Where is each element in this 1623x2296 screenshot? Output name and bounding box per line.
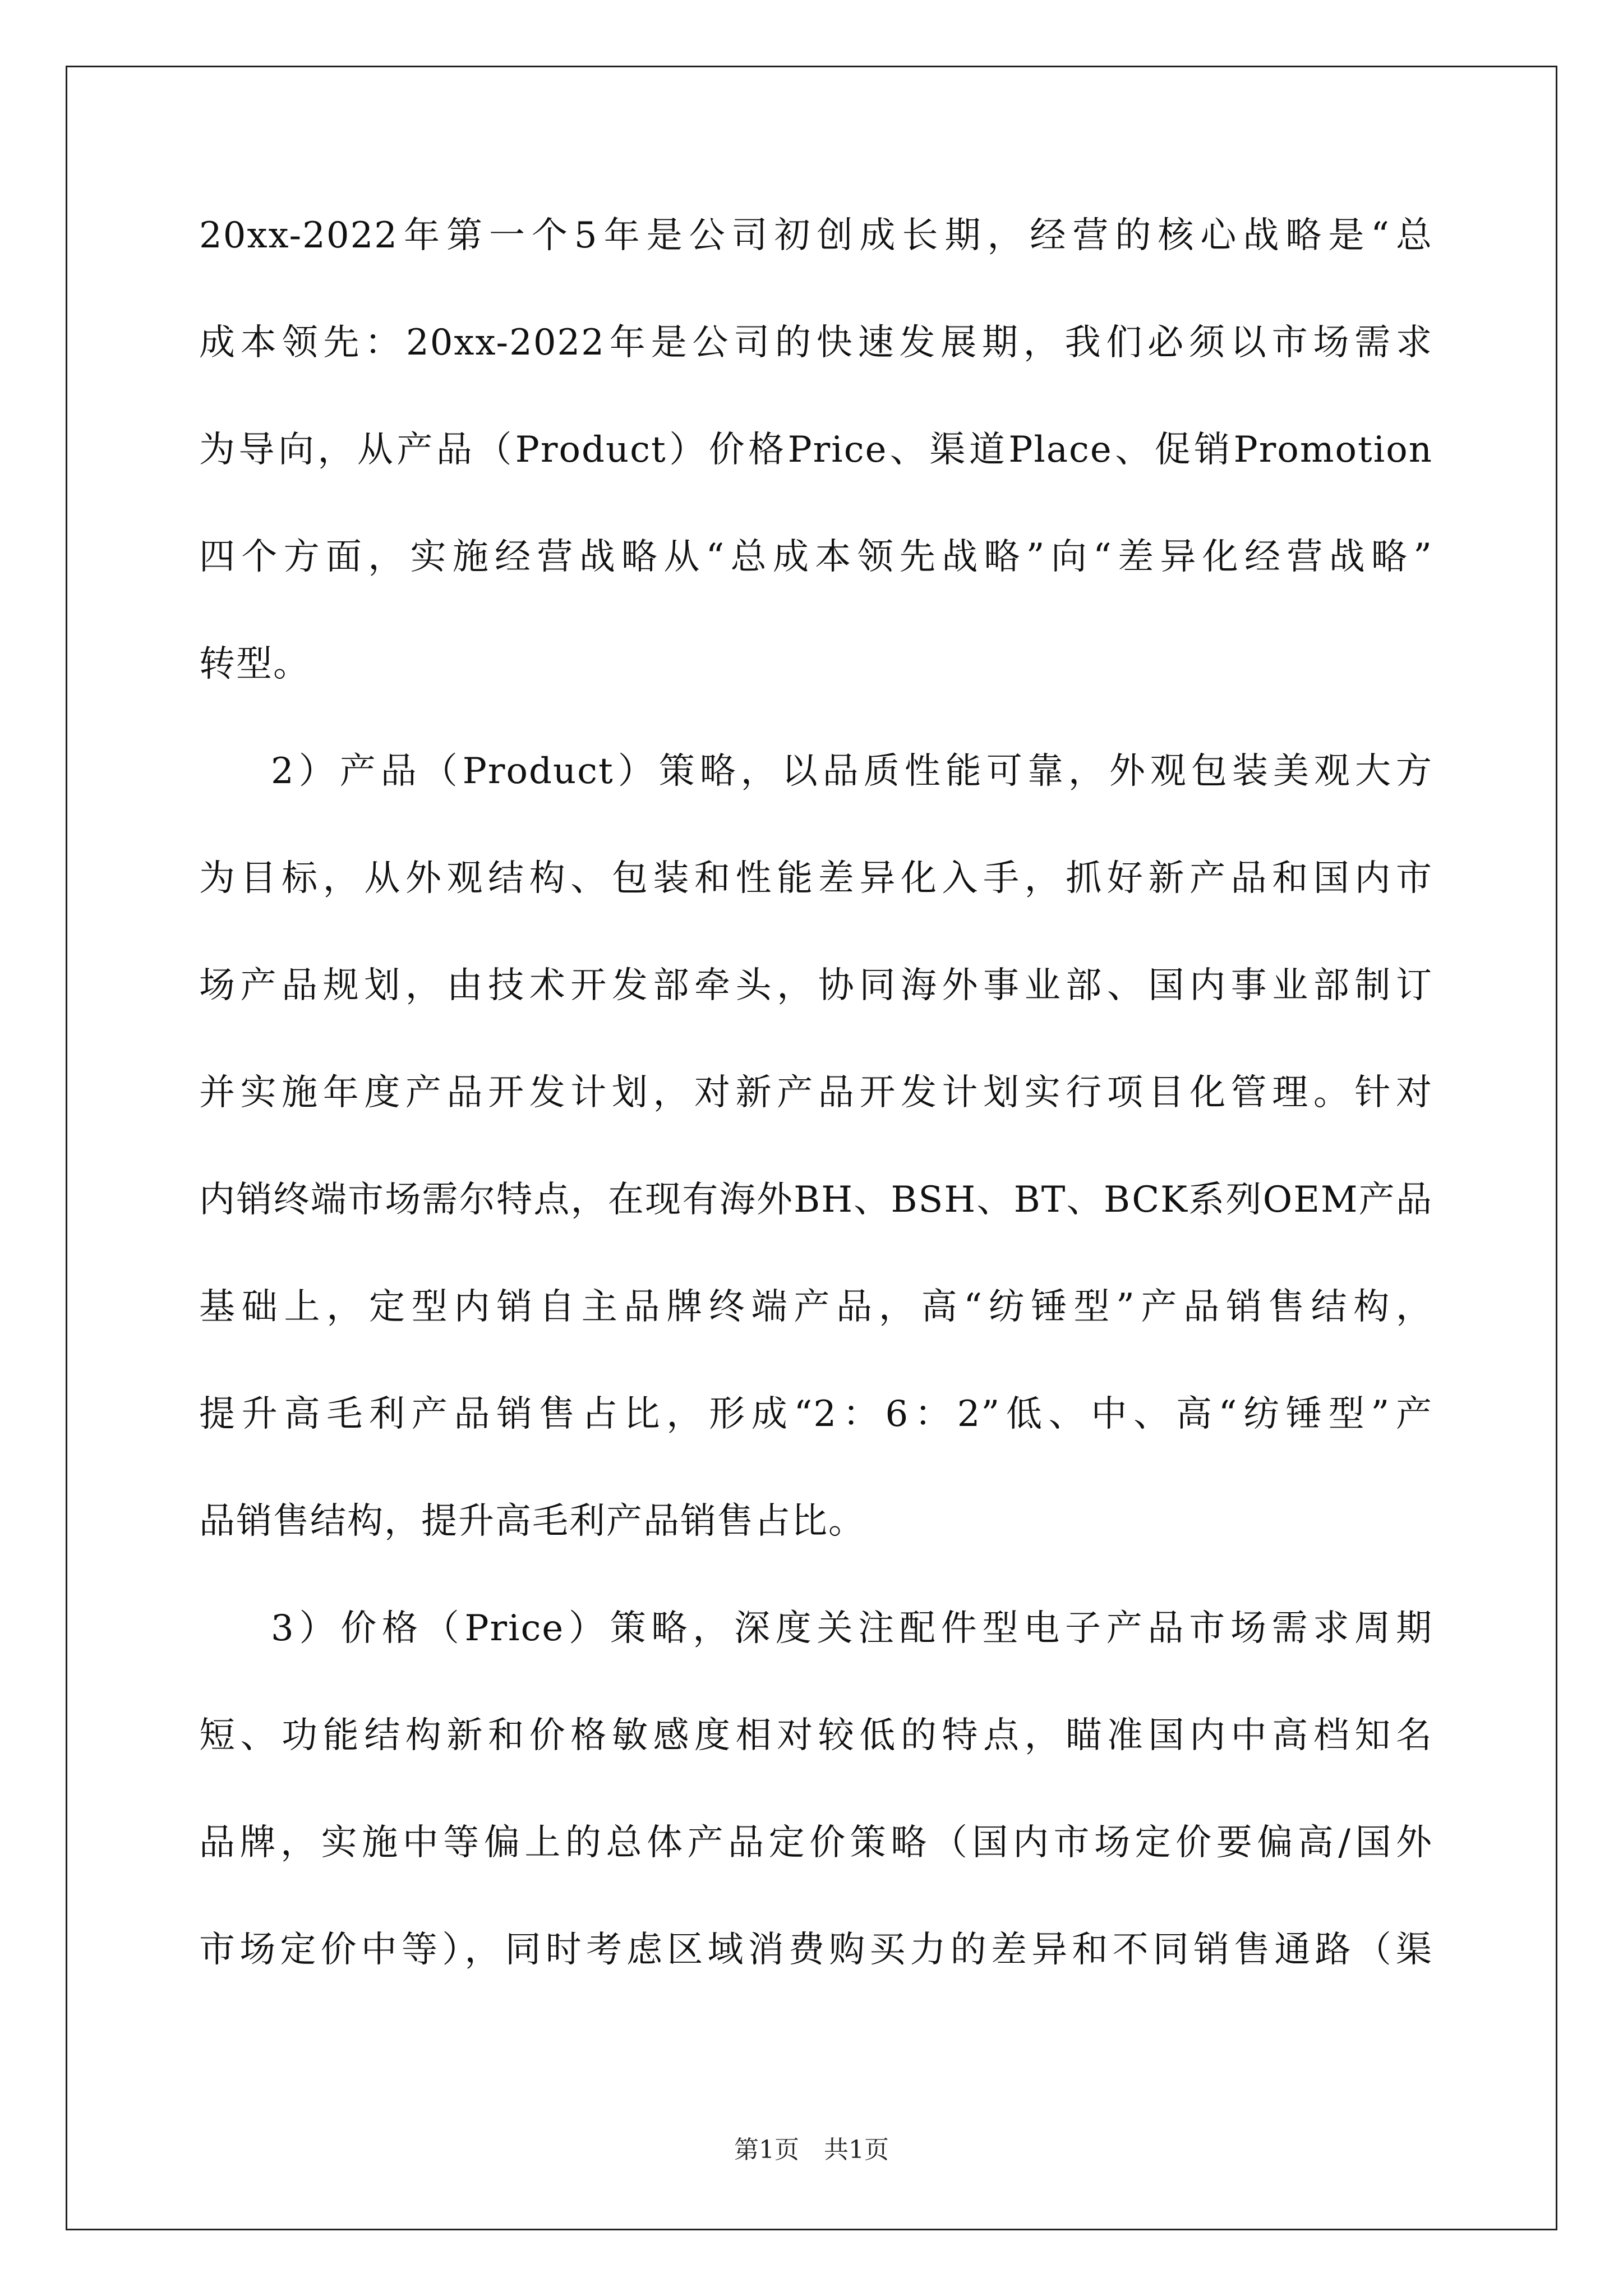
- text-line: 转型。: [199, 643, 310, 685]
- text-line: 20xx-2022年第一个5年是公司初创成长期，经营的核心战略是“总: [199, 215, 1433, 256]
- text-line: 并实施年度产品开发计划，对新产品开发计划实行项目化管理。针对: [199, 1072, 1433, 1114]
- page-footer: 第1页 共1页: [734, 2136, 889, 2164]
- text-line: 市场定价中等），同时考虑区域消费购买力的差异和不同销售通路（渠: [199, 1929, 1433, 1971]
- text-line: 为目标，从外观结构、包装和性能差异化入手，抓好新产品和国内市: [199, 858, 1433, 899]
- paragraph-start-line: 3）价格（Price）策略，深度关注配件型电子产品市场需求周期: [271, 1608, 1433, 1649]
- text-line: 品销售结构，提升高毛利产品销售占比。: [199, 1501, 865, 1542]
- document-body: [199, 215, 1433, 1971]
- text-line: 成本领先：20xx-2022年是公司的快速发展期，我们必须以市场需求: [199, 322, 1433, 364]
- text-line: 场产品规划，由技术开发部牵头，协同海外事业部、国内事业部制订: [199, 965, 1433, 1006]
- text-line: 四个方面，实施经营战略从“总成本领先战略”向“差异化经营战略”: [199, 536, 1433, 578]
- text-line: 内销终端市场需尔特点，在现有海外BH、BSH、BT、BCK系列OEM产品: [199, 1179, 1433, 1221]
- text-line: 基础上，定型内销自主品牌终端产品，高“纺锤型”产品销售结构，: [199, 1286, 1433, 1328]
- text-line: 品牌，实施中等偏上的总体产品定价策略（国内市场定价要偏高/国外: [199, 1822, 1433, 1864]
- text-line: 提升高毛利产品销售占比，形成“2：6：2”低、中、高“纺锤型”产: [199, 1393, 1433, 1435]
- paragraph-start-line: 2）产品（Product）策略，以品质性能可靠，外观包装美观大方: [271, 751, 1433, 792]
- text-line: 短、功能结构新和价格敏感度相对较低的特点，瞄准国内中高档知名: [199, 1715, 1433, 1756]
- text-line: 为导向，从产品（Product）价格Price、渠道Place、促销Promotion: [199, 429, 1433, 471]
